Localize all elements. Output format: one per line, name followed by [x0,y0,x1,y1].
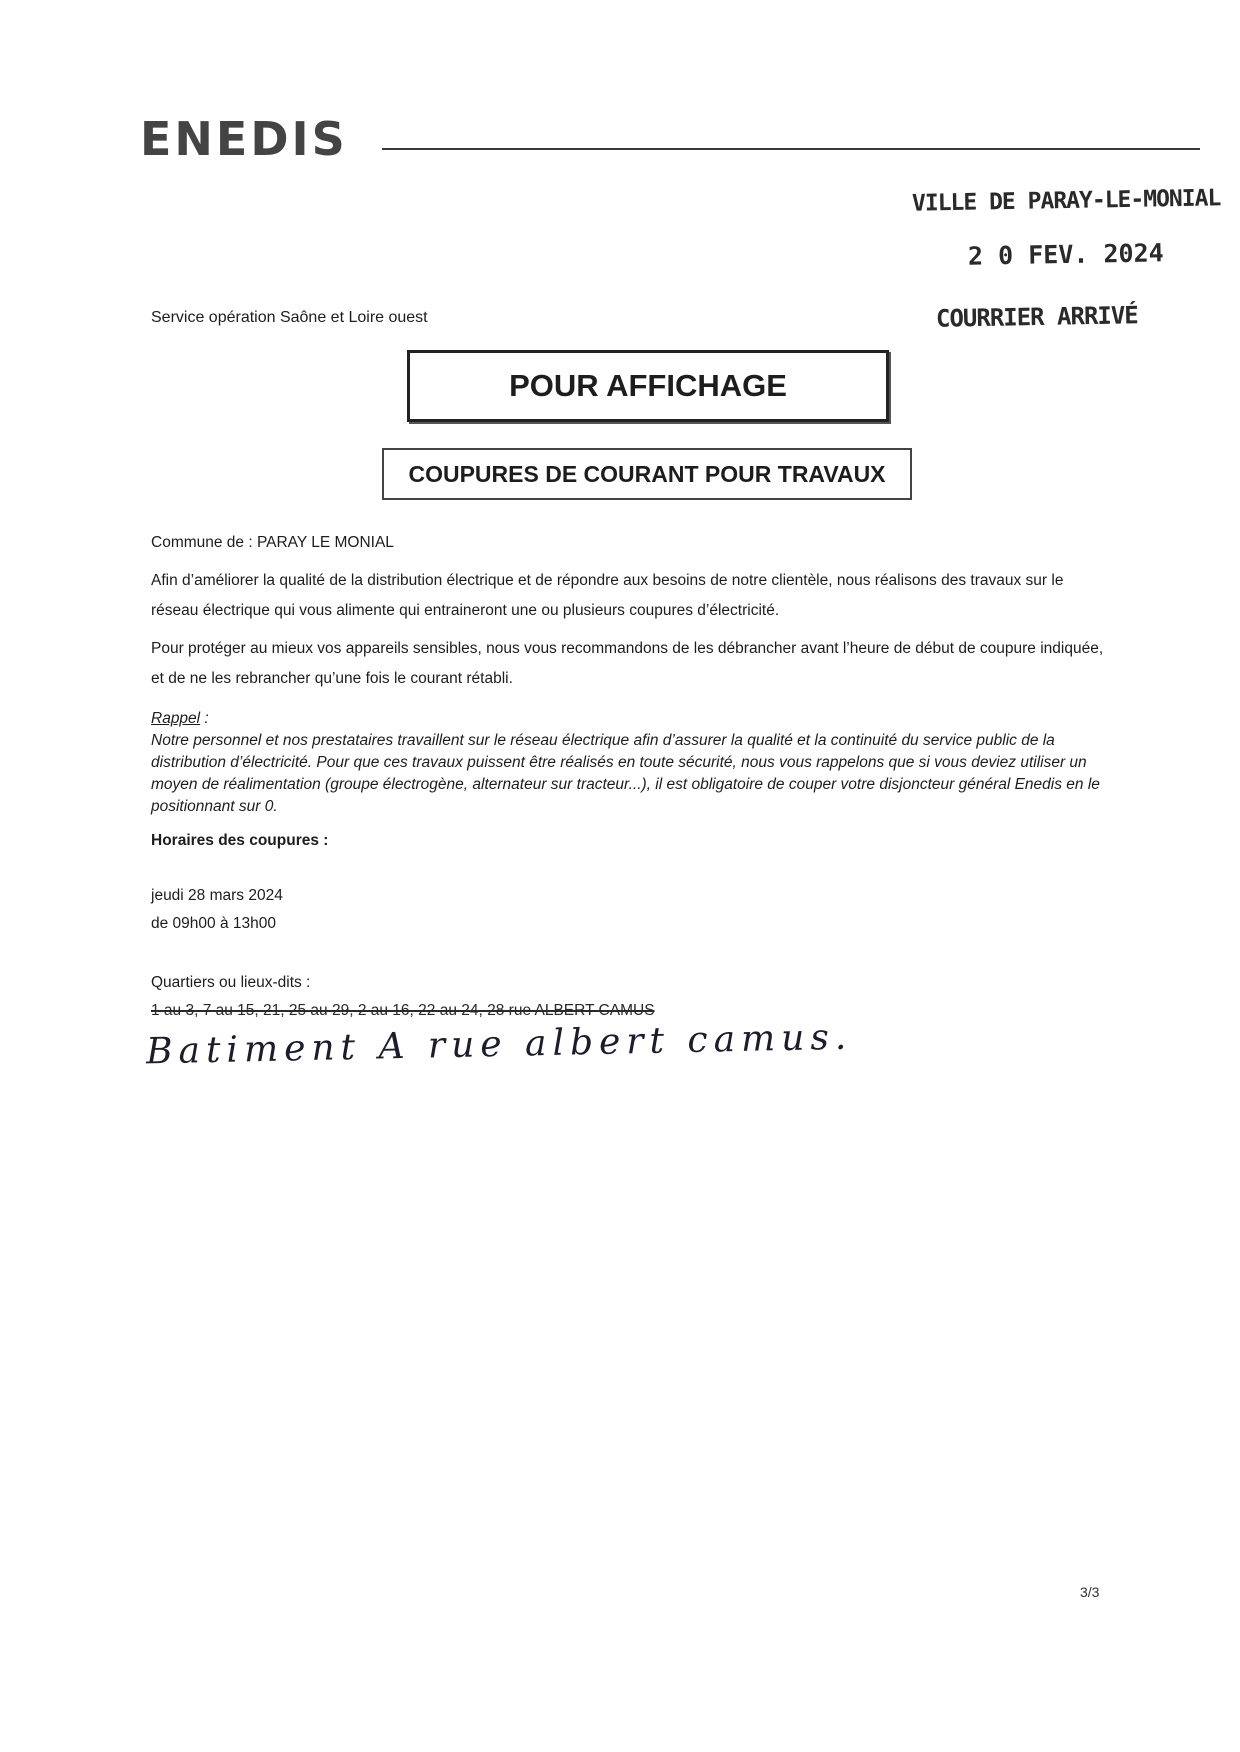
handwritten-location: Batiment A rue albert camus. [145,1016,853,1073]
intro-paragraph: Afin d’améliorer la qualité de la distribution électrique et de répondre aux besoins de notre clientèle, nous réalisons des travaux sur le réseau électrique qui vous alimente qui entraineront une ou plusieurs coupures d’électricité. [151,572,1064,619]
page-subtitle: COUPURES DE COURANT POUR TRAVAUX [382,448,912,500]
page-title: POUR AFFICHAGE [407,350,889,422]
advice-paragraph: Pour protéger au mieux vos appareils sensibles, nous vous recommandons de les débrancher avant l’heure de début de coupure indiquée, et de ne les rebrancher qu’une fois le courant rétabli. [151,640,1104,687]
commune-line: Commune de : PARAY LE MONIAL [151,534,394,551]
rappel-text: Notre personnel et nos prestataires travaillent sur le réseau électrique afin d’assurer la qualité et la continuité du service public de la distribution d’électricité. Pour que ces travaux puissent être réalisés en toute sécurité, nous vous rappelons que si vous deviez utiliser un moyen de réalimentation (groupe électrogène, alternateur sur tracteur...), il est obligatoire de couper votre disjoncteur général Enedis en le positionnant sur 0. [151,732,1100,815]
service-name: Service opération Saône et Loire ouest [151,309,428,326]
page-number: 3/3 [1080,1584,1100,1600]
locations-label: Quartiers ou lieux-dits : [151,974,311,991]
rappel-title: Rappel [151,710,201,727]
schedule-time: de 09h00 à 13h00 [151,915,276,932]
locations-struck: 1 au 3, 7 au 15, 21, 25 au 29, 2 au 16, 22 au 24, 28 rue ALBERT CAMUS [151,1002,655,1019]
enedis-logo: ENEDIS [140,112,348,166]
stamp-status: COURRIER ARRIVÉ [935,301,1138,333]
schedule-heading: Horaires des coupures : [151,832,329,849]
header-divider [382,148,1200,150]
schedule-date: jeudi 28 mars 2024 [151,887,283,904]
rappel-title-suffix: : [200,710,209,727]
stamp-city: VILLE DE PARAY-LE-MONIAL [911,185,1221,217]
rappel-block [151,708,1111,818]
stamp-date: 2 0 FEV. 2024 [967,238,1164,271]
